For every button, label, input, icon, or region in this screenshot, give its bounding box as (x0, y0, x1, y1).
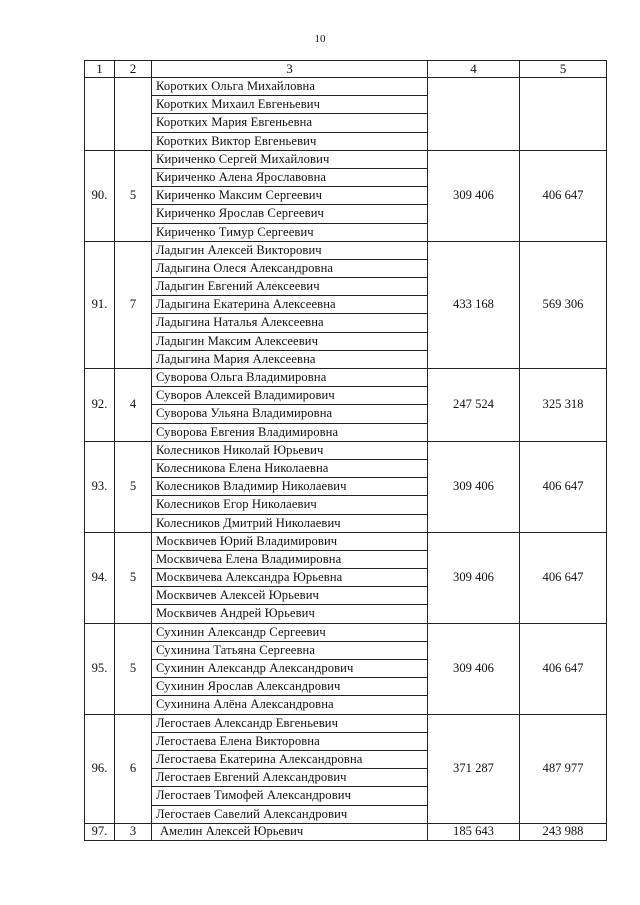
member-name: Коротких Мария Евгеньевна (152, 114, 427, 132)
member-name-list (152, 242, 427, 368)
header-col-2: 2 (115, 61, 152, 78)
member-names-cell (152, 150, 428, 241)
member-count: 5 (115, 441, 152, 532)
table-row (85, 78, 607, 151)
member-names-cell (152, 78, 428, 151)
member-name: Сухинина Татьяна Сергеевна (152, 642, 427, 660)
member-name-list (152, 151, 427, 241)
member-name: Москвичева Елена Владимировна (152, 551, 427, 569)
member-name: Суворова Евгения Владимировна (156, 424, 339, 439)
table-body (85, 78, 607, 841)
member-name: Амелин Алексей Юрьевич (152, 823, 428, 840)
amount-col-4: 185 643 (428, 823, 520, 840)
row-number: 95. (85, 623, 115, 714)
row-number: 91. (85, 241, 115, 368)
table-row (85, 714, 607, 823)
amount-col-5: 487 977 (520, 714, 607, 823)
member-name: Ладыгина Наталья Алексеевна (152, 314, 427, 332)
member-name: Ладыгин Евгений Алексеевич (152, 278, 427, 296)
member-names-cell (152, 441, 428, 532)
header-col-5: 5 (520, 61, 607, 78)
member-name: Ладыгин Алексей Викторович (152, 242, 427, 260)
member-count: 4 (115, 369, 152, 442)
header-col-1: 1 (85, 61, 115, 78)
table-row (85, 623, 607, 714)
recipients-table (84, 60, 607, 841)
member-name: Кириченко Ярослав Сергеевич (152, 205, 427, 223)
member-count: 5 (115, 532, 152, 623)
member-names-cell (152, 241, 428, 368)
member-name: Москвичева Александра Юрьевна (152, 569, 427, 587)
member-names-cell (152, 369, 428, 442)
row-number: 96. (85, 714, 115, 823)
member-names-cell (152, 623, 428, 714)
amount-col-5: 406 647 (520, 150, 607, 241)
member-names-cell (152, 714, 428, 823)
member-name: Легостаев Савелий Александрович (156, 806, 348, 821)
member-name: Колесникова Елена Николаевна (152, 460, 427, 478)
member-name: Легостаева Елена Викторовна (152, 733, 427, 751)
header-col-4: 4 (428, 61, 520, 78)
member-name-list (152, 533, 427, 623)
amount-col-5 (520, 78, 607, 151)
member-name: Легостаев Александр Евгеньевич (152, 715, 427, 733)
table-row (85, 369, 607, 442)
member-count: 7 (115, 241, 152, 368)
member-count: 5 (115, 623, 152, 714)
amount-col-5: 569 306 (520, 241, 607, 368)
amount-col-4 (428, 78, 520, 151)
member-name: Колесников Николай Юрьевич (152, 442, 427, 460)
row-number: 94. (85, 532, 115, 623)
header-row (85, 61, 607, 78)
member-count: 3 (115, 823, 152, 840)
amount-col-5: 406 647 (520, 441, 607, 532)
member-name: Легостаев Тимофей Александрович (152, 787, 427, 805)
member-name: Колесников Дмитрий Николаевич (156, 515, 341, 530)
member-count (115, 78, 152, 151)
amount-col-5: 406 647 (520, 623, 607, 714)
member-name: Колесников Владимир Николаевич (152, 478, 427, 496)
amount-col-4: 309 406 (428, 623, 520, 714)
member-name-list (152, 78, 427, 150)
member-count: 6 (115, 714, 152, 823)
amount-col-4: 309 406 (428, 150, 520, 241)
member-name: Коротких Виктор Евгеньевич (156, 133, 317, 148)
member-name: Кириченко Сергей Михайлович (152, 151, 427, 169)
member-name: Сухинина Алёна Александровна (156, 697, 334, 712)
member-name-list (152, 369, 427, 441)
table-row (85, 441, 607, 532)
amount-col-4: 309 406 (428, 532, 520, 623)
member-name: Москвичев Алексей Юрьевич (152, 587, 427, 605)
member-name: Сухинин Ярослав Александрович (152, 678, 427, 696)
member-name: Коротких Михаил Евгеньевич (152, 96, 427, 114)
table-row (85, 150, 607, 241)
member-name: Ладыгина Олеся Александровна (152, 260, 427, 278)
member-name-list (152, 442, 427, 532)
amount-col-4: 247 524 (428, 369, 520, 442)
member-name: Ладыгин Максим Алексеевич (152, 333, 427, 351)
member-name: Ладыгина Мария Алексеевна (156, 351, 316, 366)
member-name: Суворова Ульяна Владимировна (152, 405, 427, 423)
member-name: Сухинин Александр Сергеевич (152, 624, 427, 642)
member-name: Суворов Алексей Владимирович (152, 387, 427, 405)
header-col-3: 3 (152, 61, 428, 78)
table-row (85, 532, 607, 623)
member-name: Легостаев Евгений Александрович (152, 769, 427, 787)
member-name: Суворова Ольга Владимировна (152, 369, 427, 387)
member-name: Кириченко Алена Ярославовна (152, 169, 427, 187)
member-name-list (152, 715, 427, 823)
amount-col-4: 309 406 (428, 441, 520, 532)
amount-col-4: 433 168 (428, 241, 520, 368)
amount-col-5: 325 318 (520, 369, 607, 442)
table-row (85, 241, 607, 368)
member-names-cell (152, 532, 428, 623)
row-number: 92. (85, 369, 115, 442)
row-number: 97. (85, 823, 115, 840)
row-number (85, 78, 115, 151)
member-name: Ладыгина Екатерина Алексеевна (152, 296, 427, 314)
member-name: Колесников Егор Николаевич (152, 496, 427, 514)
member-name: Легостаева Екатерина Александровна (152, 751, 427, 769)
amount-col-5: 243 988 (520, 823, 607, 840)
member-count: 5 (115, 150, 152, 241)
table-row-last (85, 823, 607, 840)
member-name-list (152, 624, 427, 714)
page-number: 10 (314, 33, 326, 45)
member-name: Кириченко Тимур Сергеевич (156, 224, 314, 239)
member-name: Москвичев Юрий Владимирович (152, 533, 427, 551)
row-number: 90. (85, 150, 115, 241)
amount-col-5: 406 647 (520, 532, 607, 623)
member-name: Москвичев Андрей Юрьевич (156, 606, 315, 621)
member-name: Сухинин Александр Александрович (152, 660, 427, 678)
member-name: Кириченко Максим Сергеевич (152, 187, 427, 205)
member-name: Коротких Ольга Михайловна (152, 78, 427, 96)
row-number: 93. (85, 441, 115, 532)
amount-col-4: 371 287 (428, 714, 520, 823)
